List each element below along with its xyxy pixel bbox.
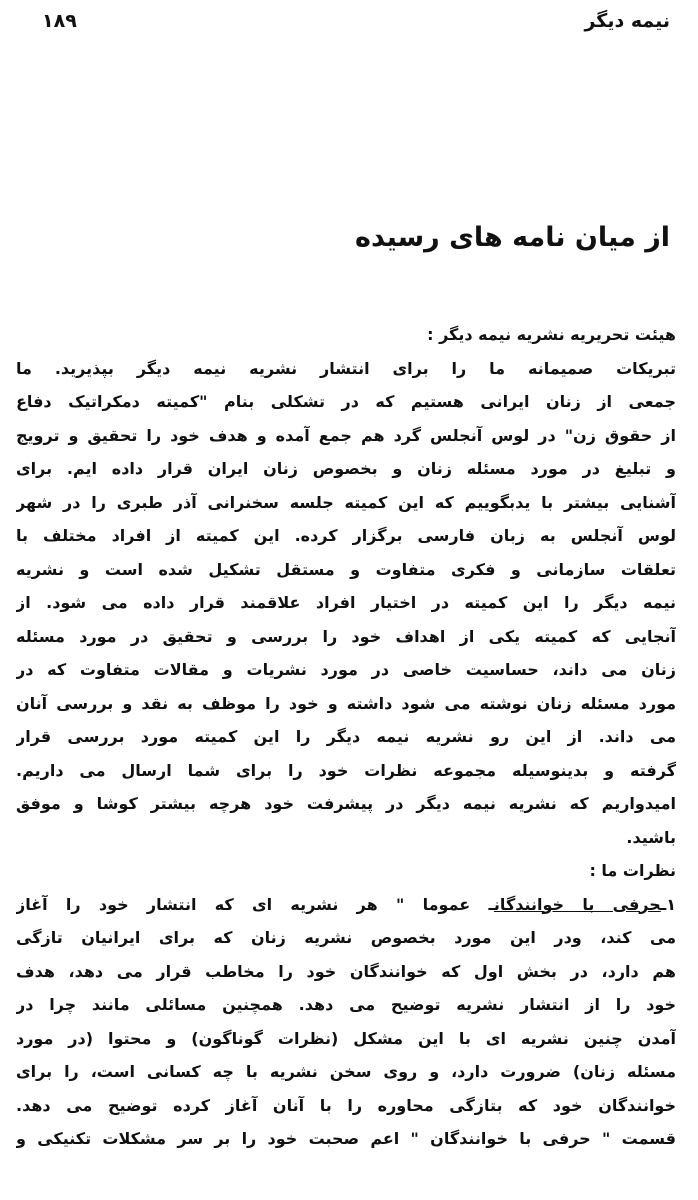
section-heading: نظرات ما : (589, 861, 676, 880)
point-text: ـ عموما " هر نشریه ای که انتشار خود را آغاز (16, 894, 494, 914)
text-line: تبریکات صمیمانه ما را برای انتشار نشریه نیمه دیگر بپذیرید. ما (16, 358, 676, 378)
text-line: باشید. (626, 827, 676, 847)
text-line: آمدن چنین نشریه ای با این مشکل (نظرات گوناگون) و محتوا (در مورد (16, 1028, 676, 1048)
text-line: نیمه دیگر را این کمیته در اختیار افراد علاقمند قرار داده می شود. از (16, 593, 676, 612)
text-line: مسئله زنان) ضرورت دارد، و روی سخن نشریه با چه کسانی است، را برای (16, 1062, 676, 1081)
text-line: زنان می داند، حساسیت خاصی در مورد نشریات و مقالات متفاوت که در (16, 660, 676, 679)
text-line: و تبلیغ در مورد مسئله زنان و بخصوص زنان ایران قرار داده ایم. برای (16, 459, 676, 478)
text-line: لوس آنجلس به زبان فارسی برگزار کرده. این کمیته از افراد مختلف با (16, 526, 676, 545)
text-line: خود را از انتشار نشریه توضیح می دهد. همچنین مسائلی مانند چرا در (16, 995, 676, 1014)
text-line: مورد مسئله زنان نوشته می شود داشته و خود را موظف به نقد و بررسی آنان (16, 693, 676, 713)
letter-body (16, 318, 676, 1156)
text-line: خوانندگان خود که بتازگی محاوره را با آنان آغاز کرده توضیح می دهد. (16, 1095, 676, 1115)
text-line: تعلقات سازمانی و فکری متفاوت و مستقل تشکیل شده است و نشریه (16, 559, 676, 579)
text-line: می کند، ودر این مورد بخصوص نشریه زنان که برای ایرانیان تازگی (16, 928, 676, 947)
point-one-line (16, 888, 676, 922)
salutation-line: هیئت تحریریه نشریه نیمه دیگر : (427, 325, 676, 344)
text-line: جمعی از زنان ایرانی هستیم که در تشکلی بنام "کمیته دمکراتیک دفاع (16, 392, 676, 411)
text-line: امیدواریم که نشریه نیمه دیگر در پیشرفت خود هرچه بیشتر کوشا و موفق (16, 794, 676, 813)
text-line: از حقوق زن" در لوس آنجلس گرد هم جمع آمده و هدف خود را تحقیق و ترویج (16, 425, 676, 445)
text-line: آنجایی که کمیته یکی از اهداف خود را بررسی و تحقیق در مورد مسئله (16, 626, 676, 646)
text-line: قسمت " حرفی با خوانندگان " اعم صحبت خود را بر سر مشکلات تکنیکی و (16, 1129, 676, 1148)
article-title: از میان نامه های رسیده (355, 222, 670, 253)
text-line: آشنایی بیشتر با یدبگوییم که این کمیته جلسه سخنرانی آذر طبری را در شهر (16, 492, 676, 512)
running-title: نیمه دیگر (584, 10, 670, 32)
text-line: می داند. از این رو نشریه نیمه دیگر را این کمیته مورد بررسی قرار (16, 727, 676, 746)
page-number: ۱۸۹ (42, 10, 77, 32)
text-line: گرفته و بدینوسیله مجموعه نظرات خود را برای شما ارسال می داریم. (16, 760, 676, 780)
point-number: ۱ـ (660, 894, 676, 914)
text-line: هم دارد، در بخش اول که خوانندگان خود را مخاطب قرار می دهد، هدف (16, 961, 676, 981)
point-heading: حرفی با خوانندگان (493, 894, 661, 914)
